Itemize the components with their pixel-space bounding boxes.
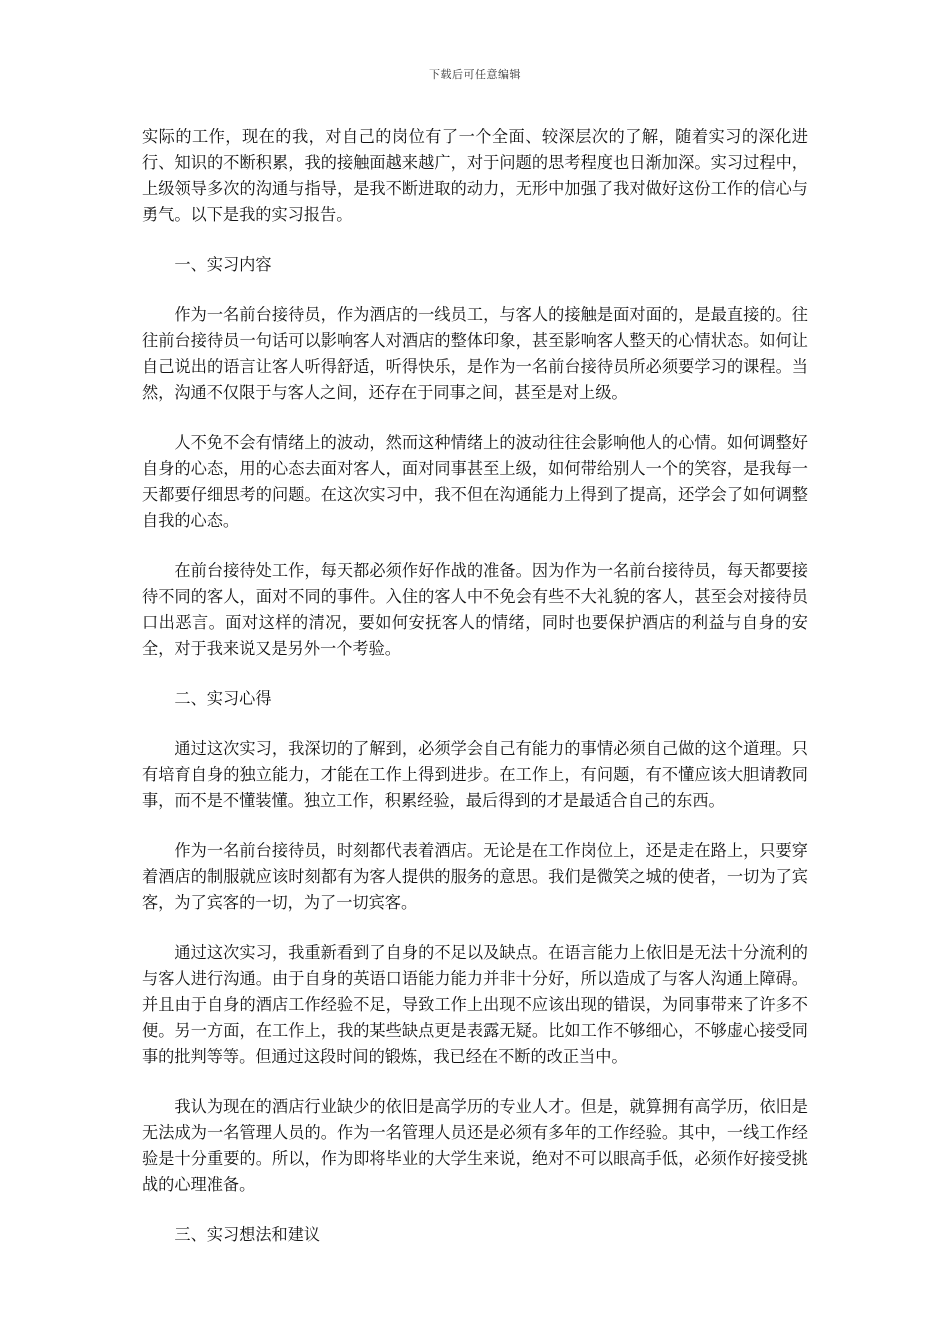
paragraph: 作为一名前台接待员，作为酒店的一线员工，与客人的接触是面对面的，是最直接的。往往前台接待员一句话可以影响客人对酒店的整体印象，甚至影响客人整天的心情状态。如何让自己说出的语言让客人听得舒适，听得快乐，是作为一名前台接待员所必须要学习的课程。当然，沟通不仅限于与客人之间，还存在于同事之间，甚至是对上级。	[142, 305, 808, 402]
section-heading-3: 三、实习想法和建议	[174, 1225, 321, 1244]
paragraph: 通过这次实习，我重新看到了自身的不足以及缺点。在语言能力上依旧是无法十分流利的与客人进行沟通。由于自身的英语口语能力能力并非十分好，所以造成了与客人沟通上障碍。并且由于自身的酒店工作经验不足，导致工作上出现不应该出现的错误，为同事带来了许多不便。另一方面，在工作上，我的某些缺点更是表露无疑。比如工作不够细心，不够虚心接受同事的批判等等。但通过这段时间的锻炼，我已经在不断的改正当中。	[142, 943, 808, 1066]
section-heading-2: 二、实习心得	[174, 689, 272, 708]
paragraph-intro: 实际的工作，现在的我，对自己的岗位有了一个全面、较深层次的了解，随着实习的深化进行、知识的不断积累，我的接触面越来越广，对于问题的思考程度也日渐加深。实习过程中，上级领导多次的沟通与指导，是我不断进取的动力，无形中加强了我对做好这份工作的信心与勇气。以下是我的实习报告。	[142, 127, 808, 224]
page-header: 下载后可任意编辑	[429, 68, 521, 81]
paragraph: 人不免不会有情绪上的波动，然而这种情绪上的波动往往会影响他人的心情。如何调整好自身的心态，用的心态去面对客人，面对同事甚至上级，如何带给别人一个的笑容，是我每一天都要仔细思考的问题。在这次实习中，我不但在沟通能力上得到了提高，还学会了如何调整自我的心态。	[142, 433, 808, 530]
paragraph: 在前台接待处工作，每天都必须作好作战的准备。因为作为一名前台接待员，每天都要接待不同的客人，面对不同的事件。入住的客人中不免会有些不大礼貌的客人，甚至会对接待员口出恶言。面对这样的清况，要如何安抚客人的情绪，同时也要保护酒店的利益与自身的安全，对于我来说又是另外一个考验。	[142, 561, 808, 658]
paragraph: 我认为现在的酒店行业缺少的依旧是高学历的专业人才。但是，就算拥有高学历，依旧是无法成为一名管理人员的。作为一名管理人员还是必须有多年的工作经验。其中，一线工作经验是十分重要的。所以，作为即将毕业的大学生来说，绝对不可以眼高手低，必须作好接受挑战的心理准备。	[142, 1097, 808, 1194]
paragraph: 作为一名前台接待员，时刻都代表着酒店。无论是在工作岗位上，还是走在路上，只要穿着酒店的制服就应该时刻都有为客人提供的服务的意思。我们是微笑之城的使者，一切为了宾客，为了宾客的一切，为了一切宾客。	[142, 841, 808, 912]
document-body	[142, 124, 808, 1272]
paragraph: 通过这次实习，我深切的了解到，必须学会自己有能力的事情必须自己做的这个道理。只有培育自身的独立能力，才能在工作上得到进步。在工作上，有问题，有不懂应该大胆请教同事，而不是不懂装懂。独立工作，积累经验，最后得到的才是最适合自己的东西。	[142, 739, 808, 810]
section-heading-1: 一、实习内容	[174, 255, 272, 274]
